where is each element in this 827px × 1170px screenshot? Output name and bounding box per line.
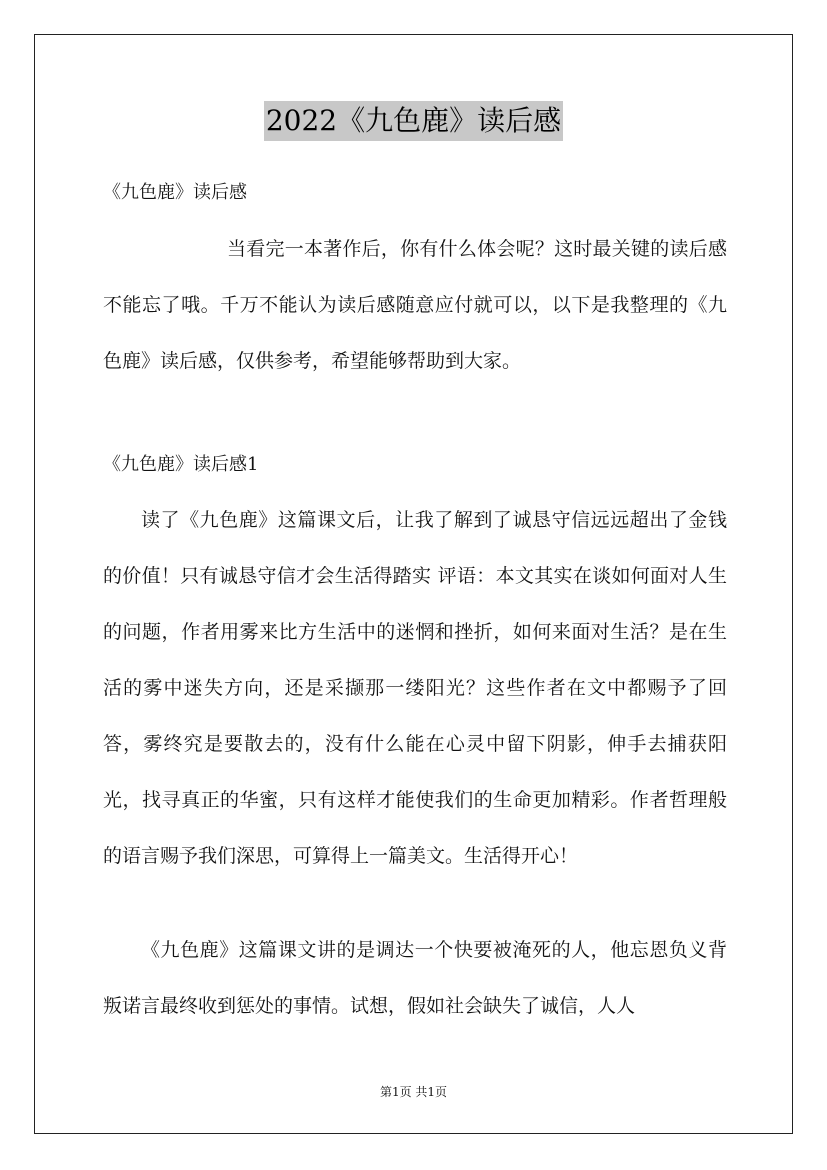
body-paragraph-1: 读了《九色鹿》这篇课文后，让我了解到了诚恳守信远远超出了金钱的价值！只有诚恳守信才会生活得踏实 评语：本文其实在谈如何面对人生的问题，作者用雾来比方生活中的迷惘和挫折，如何来面对生活？是在生活的雾中迷失方向，还是采撷那一缕阳光？这些作者在文中都赐予了回答，雾终究是要散去的，没有什么能在心灵中留下阴影，伸手去捕获阳光，找寻真正的华蜜，只有这样才能使我们的生命更加精彩。作者哲理般的语言赐予我们深思，可算得上一篇美文。生活得开心！ — [103, 509, 727, 867]
body-paragraph-2: 《九色鹿》这篇课文讲的是调达一个快要被淹死的人，他忘恩负义背叛诺言最终收到惩处的事情。试想，假如社会缺失了诚信，人人 — [103, 939, 727, 1017]
page-footer: 第1页 共1页 — [379, 1085, 448, 1099]
section-title: 《九色鹿》读后感1 — [103, 454, 259, 475]
intro-paragraph: 当看完一本著作后，你有什么体会呢？这时最关键的读后感不能忘了哦。千万不能认为读后感随意应付就可以，以下是我整理的《九色鹿》读后感，仅供参考，希望能够帮助到大家。 — [103, 238, 727, 372]
document-title: 2022《九色鹿》读后感 — [264, 101, 563, 141]
title-container — [0, 101, 827, 141]
document-subtitle: 《九色鹿》读后感 — [103, 182, 247, 203]
